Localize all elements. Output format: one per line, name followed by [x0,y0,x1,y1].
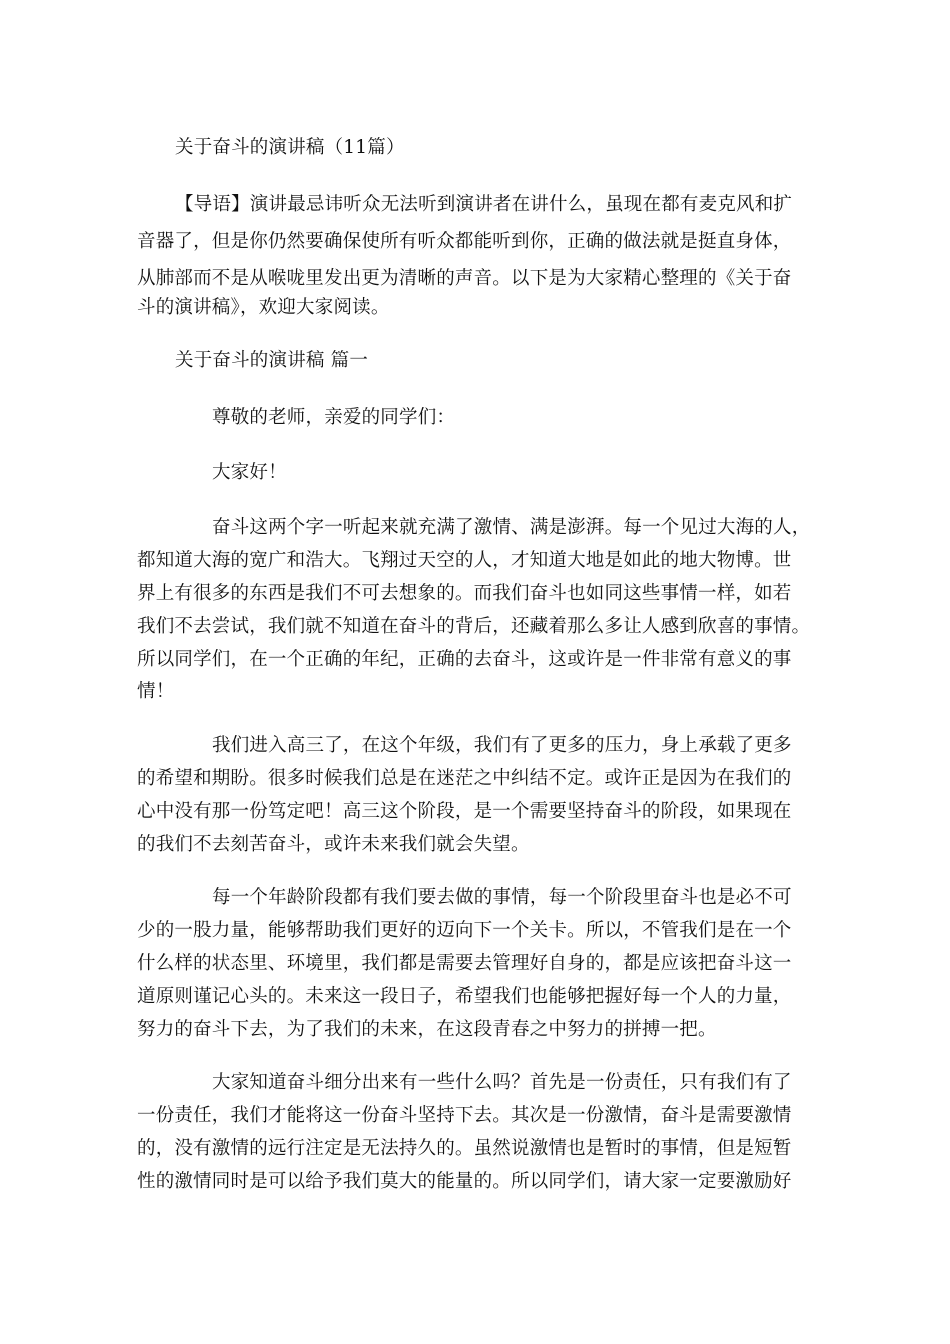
text-line: 我们进入高三了，在这个年级，我们有了更多的压力，身上承载了更多 [212,735,792,756]
text-line: 所以同学们，在一个正确的年纪，正确的去奋斗，这或许是一件非常有意义的事 [137,649,792,670]
text-line: 的希望和期盼。很多时候我们总是在迷茫之中纠结不定。或许正是因为在我们的 [137,768,792,789]
text-line: 界上有很多的东西是我们不可去想象的。而我们奋斗也如同这些事情一样，如若 [137,583,792,604]
text-line: 道原则谨记心头的。未来这一段日子，希望我们也能够把握好每一个人的力量， [137,986,792,1007]
text-line: 都知道大海的宽广和浩大。飞翔过天空的人，才知道大地是如此的地大物博。世 [137,550,792,571]
section-heading: 关于奋斗的演讲稿 篇一 [175,350,369,371]
text-line: 情！ [137,681,175,702]
text-line: 斗的演讲稿》，欢迎大家阅读。 [137,297,390,318]
text-line: 音器了，但是你仍然要确保使所有听众都能听到你，正确的做法就是挺直身体， [137,231,792,252]
text-line: 性的激情同时是可以给予我们莫大的能量的。所以同学们，请大家一定要激励好 [137,1171,792,1192]
text-line: 我们不去尝试，我们就不知道在奋斗的背后，还藏着那么多让人感到欣喜的事情。 [137,616,811,637]
text-line: 【导语】演讲最忌讳听众无法听到演讲者在讲什么，虽现在都有麦克风和扩 [175,194,793,215]
greeting: 大家好！ [212,462,287,483]
text-line: 心中没有那一份笃定吧！高三这个阶段，是一个需要坚持奋斗的阶段，如果现在 [137,801,792,822]
text-line: 大家知道奋斗细分出来有一些什么吗？首先是一份责任，只有我们有了 [212,1072,792,1093]
text-line: 的我们不去刻苦奋斗，或许未来我们就会失望。 [137,834,530,855]
salutation: 尊敬的老师，亲爱的同学们： [212,407,456,428]
text-line: 从肺部而不是从喉咙里发出更为清晰的声音。以下是为大家精心整理的《关于奋 [137,268,792,289]
text-line: 的，没有激情的远行注定是无法持久的。虽然说激情也是暂时的事情，但是短暂 [137,1138,792,1159]
text-line: 奋斗这两个字一听起来就充满了激情、满是澎湃。每一个见过大海的人， [212,517,811,538]
text-line: 什么样的状态里、环境里，我们都是需要去管理好自身的，都是应该把奋斗这一 [137,953,792,974]
text-line: 一份责任，我们才能将这一份奋斗坚持下去。其次是一份激情，奋斗是需要激情 [137,1105,792,1126]
text-line: 努力的奋斗下去，为了我们的未来，在这段青春之中努力的拼搏一把。 [137,1019,717,1040]
text-line: 少的一股力量，能够帮助我们更好的迈向下一个关卡。所以，不管我们是在一个 [137,920,792,941]
document-title: 关于奋斗的演讲稿（11篇） [175,137,405,158]
text-line: 每一个年龄阶段都有我们要去做的事情，每一个阶段里奋斗也是必不可 [212,887,792,908]
